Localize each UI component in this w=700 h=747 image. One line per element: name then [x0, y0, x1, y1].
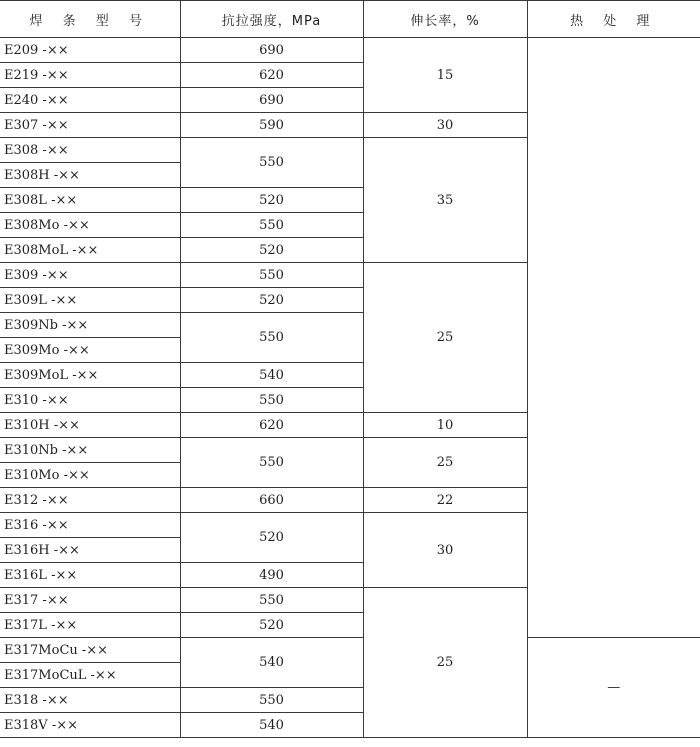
cell-electrode-model: E219 -××: [0, 63, 180, 88]
cell-tensile-strength: 620: [180, 63, 363, 88]
cell-electrode-model: E309 -××: [0, 263, 180, 288]
table-row: [0, 38, 700, 63]
cell-tensile-strength: 540: [180, 638, 363, 688]
cell-electrode-model: E310Nb -××: [0, 438, 180, 463]
table-header-row: [0, 1, 700, 38]
cell-electrode-model: E316 -××: [0, 513, 180, 538]
cell-tensile-strength: 550: [180, 388, 363, 413]
table-row: [0, 638, 700, 663]
cell-electrode-model: E316H -××: [0, 538, 180, 563]
cell-electrode-model: E318 -××: [0, 688, 180, 713]
cell-elongation: 25: [363, 588, 527, 738]
cell-heat-treatment: —: [527, 638, 700, 738]
cell-electrode-model: E312 -××: [0, 488, 180, 513]
cell-electrode-model: E309Nb -××: [0, 313, 180, 338]
header-tensile-strength: 抗拉强度，MPa: [180, 1, 363, 38]
cell-tensile-strength: 520: [180, 238, 363, 263]
table-body: [0, 38, 700, 738]
cell-heat-treatment: [527, 38, 700, 638]
cell-electrode-model: E317 -××: [0, 588, 180, 613]
cell-tensile-strength: 520: [180, 288, 363, 313]
cell-electrode-model: E318V -××: [0, 713, 180, 738]
cell-elongation: 25: [363, 263, 527, 413]
cell-tensile-strength: 520: [180, 513, 363, 563]
cell-electrode-model: E308L -××: [0, 188, 180, 213]
cell-tensile-strength: 550: [180, 263, 363, 288]
cell-tensile-strength: 550: [180, 588, 363, 613]
cell-electrode-model: E317MoCu -××: [0, 638, 180, 663]
cell-tensile-strength: 550: [180, 688, 363, 713]
cell-electrode-model: E308 -××: [0, 138, 180, 163]
cell-electrode-model: E209 -××: [0, 38, 180, 63]
cell-elongation: 25: [363, 438, 527, 488]
cell-electrode-model: E316L -××: [0, 563, 180, 588]
cell-elongation: 10: [363, 413, 527, 438]
cell-tensile-strength: 690: [180, 38, 363, 63]
cell-electrode-model: E308Mo -××: [0, 213, 180, 238]
cell-tensile-strength: 620: [180, 413, 363, 438]
cell-elongation: 22: [363, 488, 527, 513]
cell-electrode-model: E308MoL -××: [0, 238, 180, 263]
cell-electrode-model: E307 -××: [0, 113, 180, 138]
cell-tensile-strength: 660: [180, 488, 363, 513]
cell-electrode-model: E309Mo -××: [0, 338, 180, 363]
cell-electrode-model: E309MoL -××: [0, 363, 180, 388]
header-heat-treatment: 热 处 理: [527, 1, 700, 38]
header-elongation: 伸长率，%: [363, 1, 527, 38]
cell-tensile-strength: 550: [180, 438, 363, 488]
cell-tensile-strength: 540: [180, 363, 363, 388]
cell-elongation: 30: [363, 113, 527, 138]
cell-elongation: 35: [363, 138, 527, 263]
cell-electrode-model: E310Mo -××: [0, 463, 180, 488]
cell-tensile-strength: 550: [180, 138, 363, 188]
cell-electrode-model: E317MoCuL -××: [0, 663, 180, 688]
cell-electrode-model: E309L -××: [0, 288, 180, 313]
cell-tensile-strength: 590: [180, 113, 363, 138]
cell-electrode-model: E240 -××: [0, 88, 180, 113]
cell-tensile-strength: 520: [180, 613, 363, 638]
cell-tensile-strength: 520: [180, 188, 363, 213]
cell-tensile-strength: 540: [180, 713, 363, 738]
cell-electrode-model: E310H -××: [0, 413, 180, 438]
header-model: 焊 条 型 号: [0, 1, 180, 38]
cell-tensile-strength: 550: [180, 313, 363, 363]
cell-elongation: 15: [363, 38, 527, 113]
cell-electrode-model: E317L -××: [0, 613, 180, 638]
cell-electrode-model: E308H -××: [0, 163, 180, 188]
cell-electrode-model: E310 -××: [0, 388, 180, 413]
cell-tensile-strength: 550: [180, 213, 363, 238]
cell-elongation: 30: [363, 513, 527, 588]
cell-tensile-strength: 490: [180, 563, 363, 588]
cell-tensile-strength: 690: [180, 88, 363, 113]
